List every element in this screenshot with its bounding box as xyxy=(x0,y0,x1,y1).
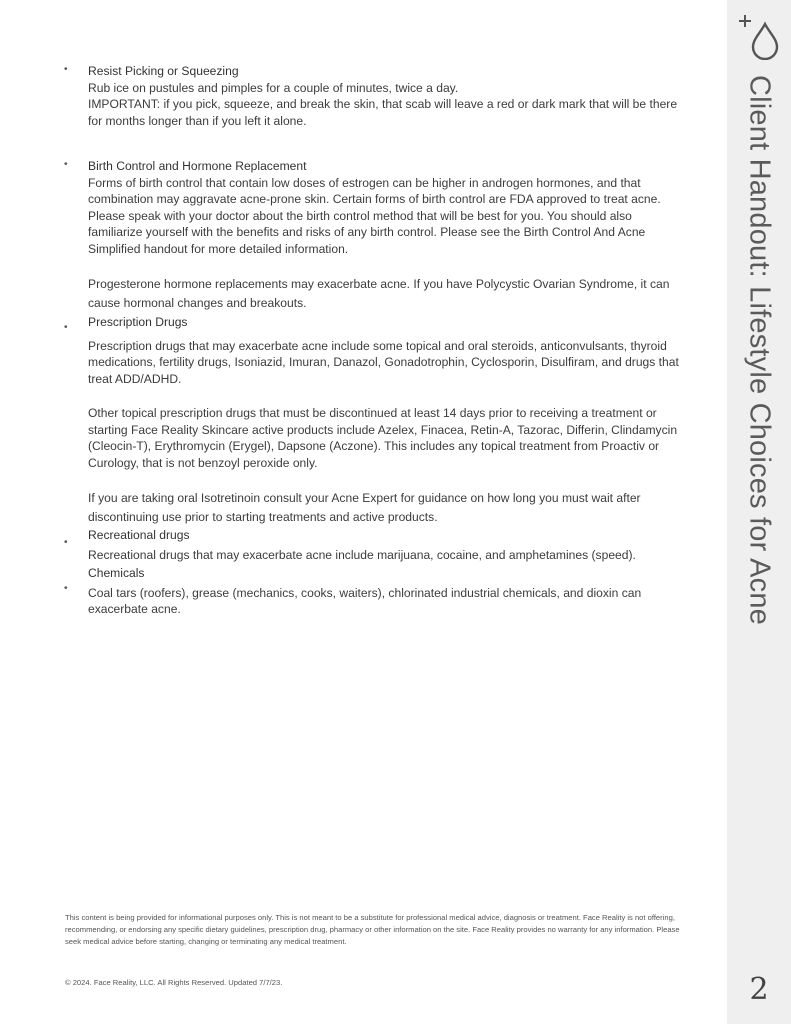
bullet-icon: • xyxy=(64,64,68,75)
bullet-icon: • xyxy=(64,159,68,170)
section-text: Rub ice on pustules and pimples for a couple of minutes, twice a day. xyxy=(88,80,459,95)
section-heading: Resist Picking or Squeezing xyxy=(88,64,239,78)
section-heading: Prescription Drugs xyxy=(88,315,188,329)
section-text: Recreational drugs that may exacerbate acne include marijuana, cocaine, and amphetamines (speed). xyxy=(88,547,636,562)
bullet-icon: • xyxy=(64,537,68,548)
section-picking xyxy=(88,63,680,129)
section-birth-control xyxy=(88,158,680,313)
section-recreational xyxy=(88,527,680,563)
section-heading: Recreational drugs xyxy=(88,528,190,542)
section-text: If you are taking oral Isotretinoin consult your Acne Expert for guidance on how long you must wait after discontinuing use prior to starting treatments and active products. xyxy=(88,491,641,524)
section-chemicals xyxy=(88,565,680,618)
section-text: Coal tars (roofers), grease (mechanics, cooks, waiters), chlorinated industrial chemicals, and dioxin can exacerbate acne. xyxy=(88,585,642,616)
plus-drop-logo-icon xyxy=(739,12,779,60)
disclaimer: This content is being provided for informational purposes only. This is not meant to be a substitute for professional medical advice, diagnosis or treatment. Face Reality is not offering, recommending, or endorsing any specific dietary guidelines, prescription drug, pharmacy or other information on the site. Face Reality provides no warranty for any information. Please seek medical advice before starting, changing or terminating any medical treatment. xyxy=(65,913,680,946)
page-number: 2 xyxy=(749,972,769,1007)
section-text: Progesterone hormone replacements may exacerbate acne. If you have Polycystic Ovarian Syndrome, it can cause hormonal changes and breakouts. xyxy=(88,277,670,310)
handout-title: Client Handout: Lifestyle Choices for Acne xyxy=(743,74,776,626)
section-heading: Birth Control and Hormone Replacement xyxy=(88,159,307,173)
section-text: IMPORTANT: if you pick, squeeze, and break the skin, that scab will leave a red or dark mark that will be there for months longer than if you left it alone. xyxy=(88,97,678,128)
copyright: © 2024. Face Reality, LLC. All Rights Reserved. Updated 7/7/23. xyxy=(65,978,283,987)
bullet-icon: • xyxy=(64,322,68,333)
bullet-icon: • xyxy=(64,583,68,594)
section-text: Prescription drugs that may exacerbate acne include some topical and oral steroids, anticonvulsants, thyroid medications, fertility drugs, Isoniazid, Imuran, Danazol, Gonadotrophin, Cyclosporin, Disulfiram, and drugs that treat ADD/ADHD. xyxy=(88,338,679,386)
sidebar xyxy=(727,0,791,1024)
section-text: Forms of birth control that contain low doses of estrogen can be higher in androgen hormones, and that combination may aggravate acne-prone skin. Certain forms of birth control are FDA approved to treat acne. Please speak with your doctor about the birth control method that will be best for you. You should also familiarize yourself with the benefits and risks of any birth control. Please see the Birth Control And Acne Simplified handout for more detailed information. xyxy=(88,175,661,256)
section-text: Other topical prescription drugs that must be discontinued at least 14 days prior to receiving a treatment or starting Face Reality Skincare active products include Azelex, Finacea, Retin-A, Tazorac, Differin, Clindamycin (Cleocin-T), Erythromycin (Erygel), Dapsone (Aczone). This includes any topical treatment from Proactiv or Curology, that is not benzoyl peroxide only. xyxy=(88,406,678,470)
section-prescription xyxy=(88,314,680,527)
section-heading: Chemicals xyxy=(88,566,145,580)
